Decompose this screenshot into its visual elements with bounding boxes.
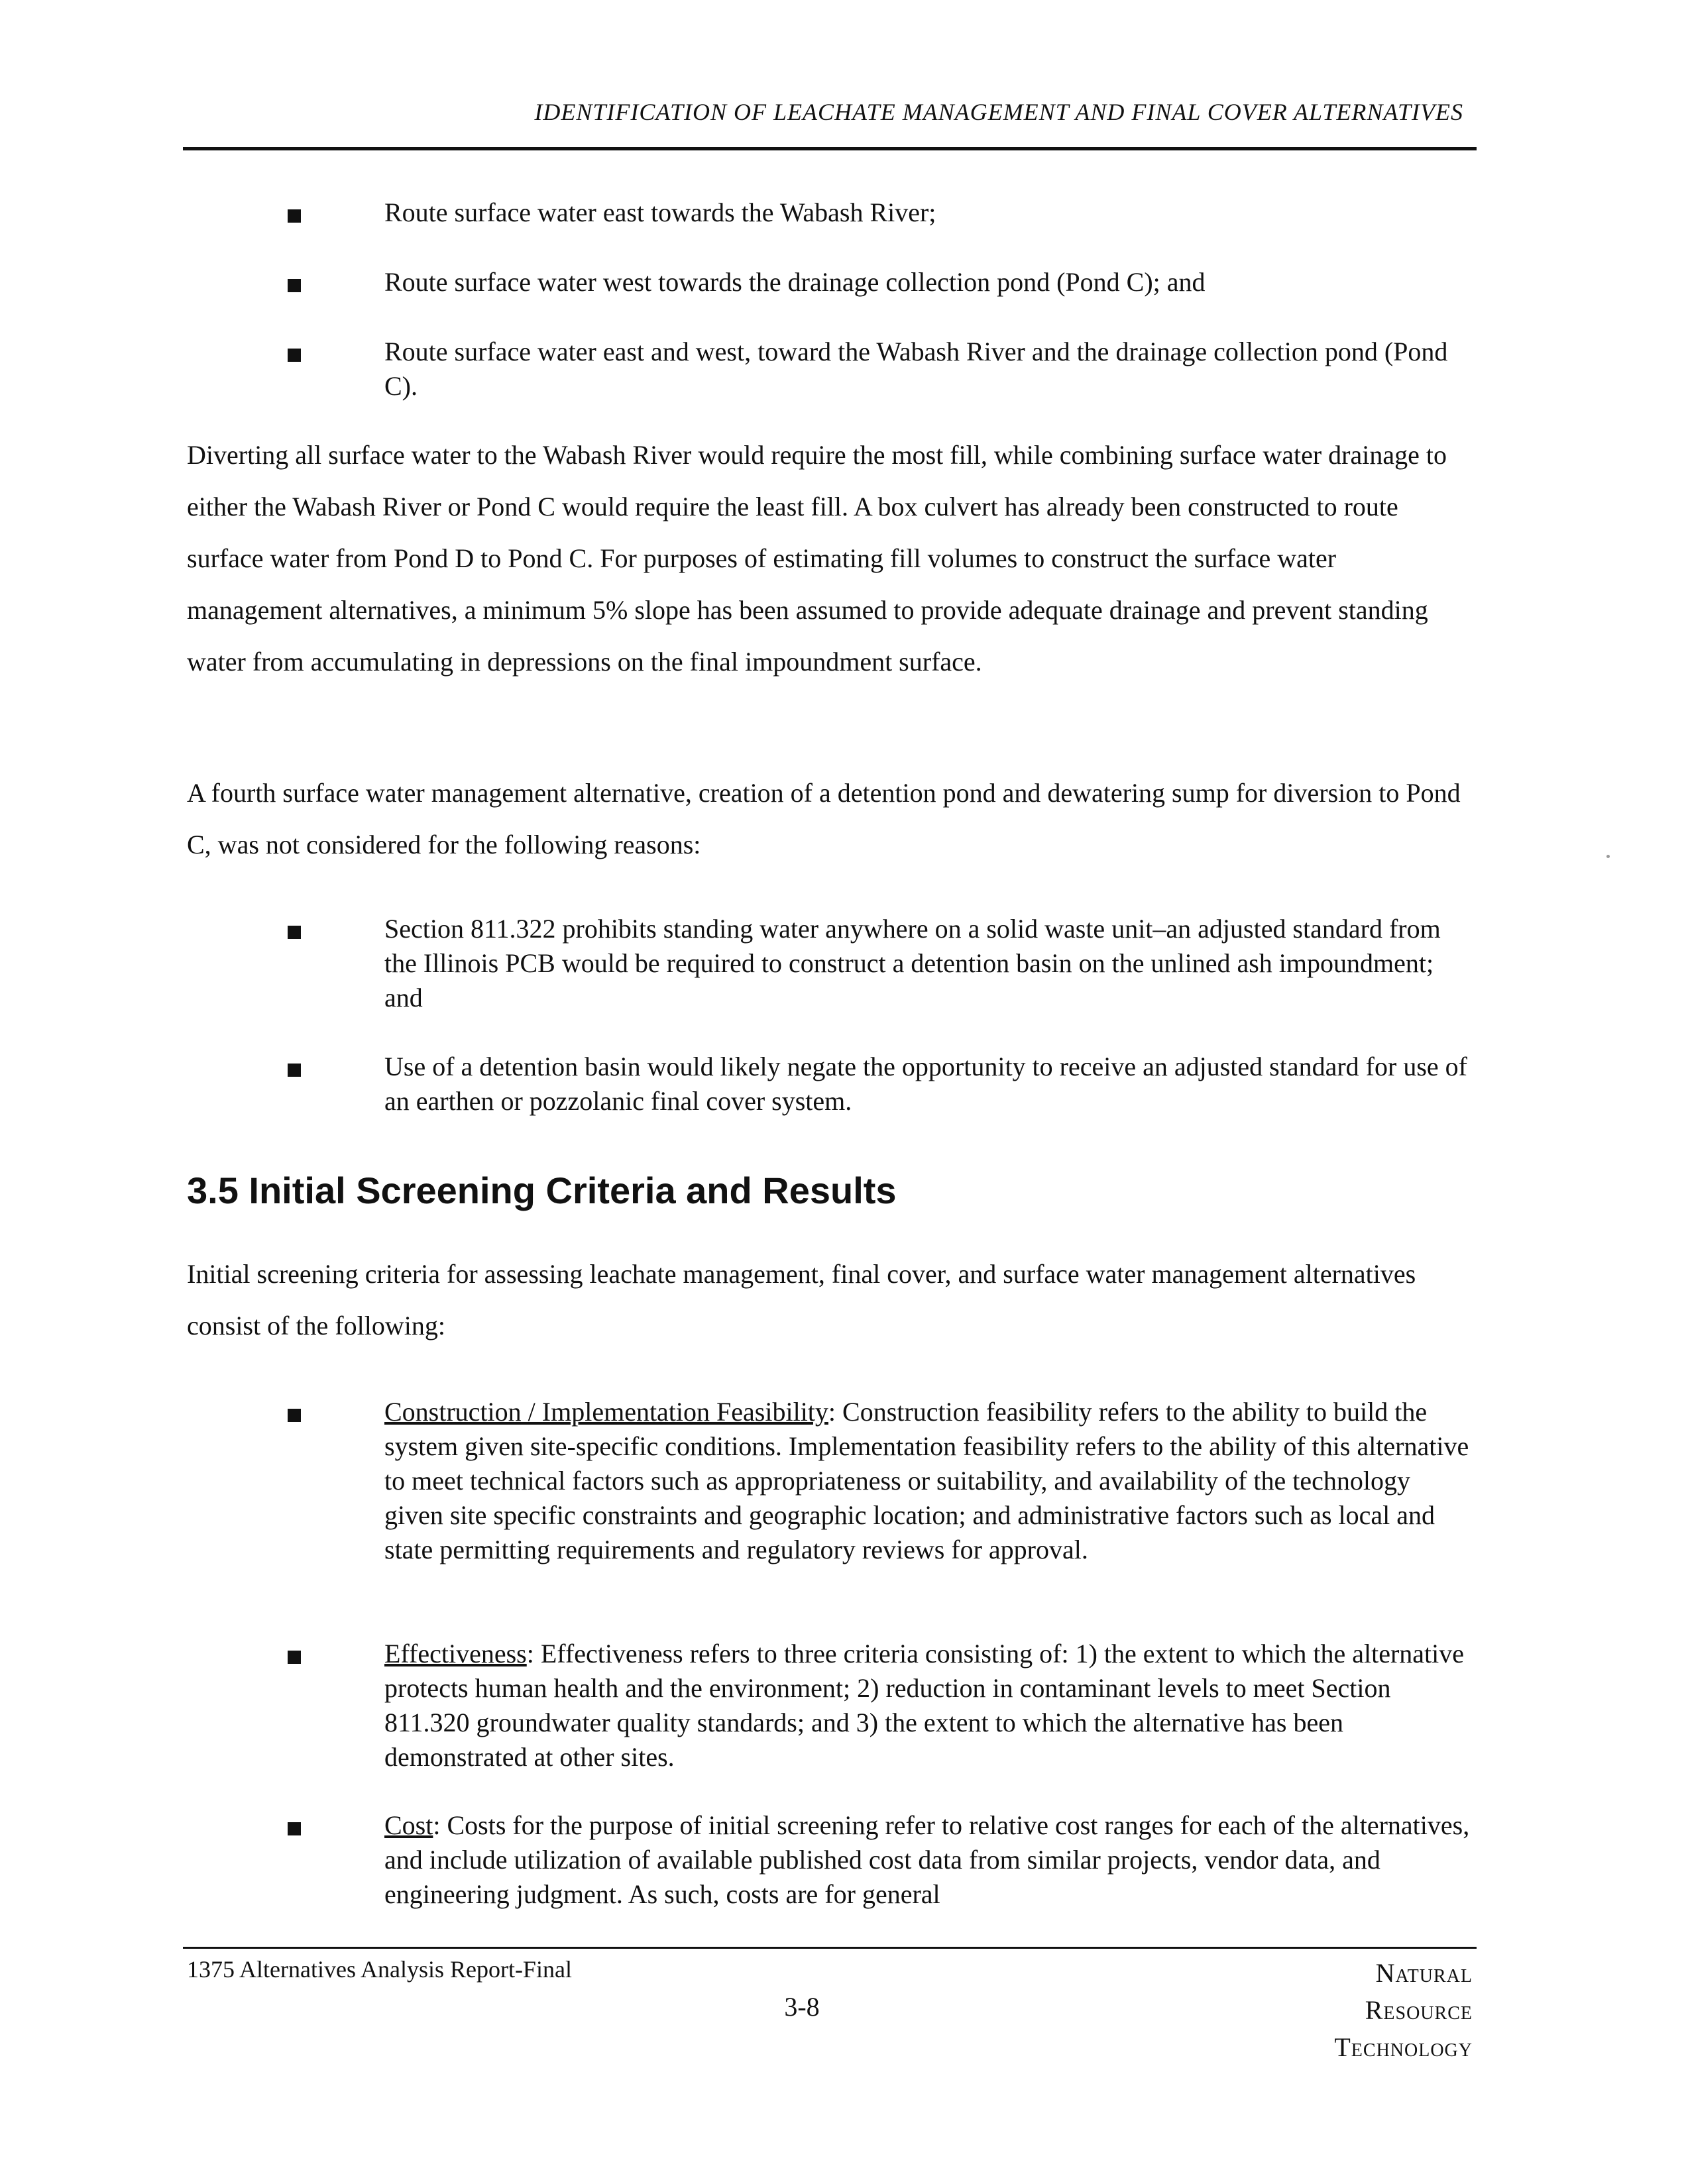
criterion-term: Effectiveness — [384, 1639, 527, 1668]
criterion-term: Construction / Implementation Feasibility — [384, 1397, 828, 1427]
company-name — [1334, 1955, 1473, 2066]
criterion-item — [384, 1395, 1471, 1567]
list-item: Use of a detention basin would likely negate the opportunity to receive an adjusted standard for use of an earthen or pozzolanic final cover system. — [384, 1052, 1467, 1116]
criterion-term: Cost — [384, 1810, 433, 1840]
criterion-description: : Effectiveness refers to three criteria consisting of: 1) the extent to which the alternative protects human health and the environment; 2) reduction in contaminant levels to meet Section 811.320 groundwater quality standards; and 3) the extent to which the alternative has been demonstrated at other sites. — [384, 1639, 1465, 1772]
bullet-icon — [288, 1822, 301, 1835]
bullet-icon — [288, 1651, 301, 1664]
page-number: 3-8 — [784, 1992, 820, 2022]
company-name-line: Natural — [1375, 1958, 1473, 1988]
paragraph-screening-criteria: Initial screening criteria for assessing leachate management, final cover, and surface water management alternatives consist of the following: — [187, 1259, 1416, 1340]
criterion-item — [384, 1808, 1471, 1912]
criterion-description: : Construction feasibility refers to the ability to build the system given site-specific conditions. Implementation feasibility refers to the ability of this alternative to meet technical factors such as appropriateness or suitability, and availability of the technology given site specific constraints and geographic location; and administrative factors such as local and state permitting requirements and regulatory reviews for approval. — [384, 1397, 1469, 1564]
list-item: Route surface water east and west, toward the Wabash River and the drainage collection pond (Pond C). — [384, 337, 1448, 401]
paragraph-fourth-alternative: A fourth surface water management alternative, creation of a detention pond and dewatering sump for diversion to Pond C, was not considered for the following reasons: — [187, 778, 1461, 859]
list-item: Section 811.322 prohibits standing water anywhere on a solid waste unit–an adjusted standard from the Illinois PCB would be required to construct a detention basin on the unlined ash impoundment; and — [384, 914, 1441, 1012]
bullet-icon — [288, 926, 301, 939]
bullet-icon — [288, 349, 301, 362]
scan-speck — [1606, 855, 1610, 858]
running-header: IDENTIFICATION OF LEACHATE MANAGEMENT AND FINAL COVER ALTERNATIVES — [534, 99, 1463, 125]
bullet-icon — [288, 1409, 301, 1422]
paragraph-fill-volumes: Diverting all surface water to the Wabash River would require the most fill, while combining surface water drainage to either the Wabash River or Pond C would require the least fill. A box culvert has already been constructed to route surface water from Pond D to Pond C. For purposes of estimating fill volumes to construct the surface water management alternatives, a minimum 5% slope has been assumed to provide adequate drainage and prevent standing water from accumulating in depressions on the final impoundment surface. — [187, 440, 1447, 677]
criterion-description: : Costs for the purpose of initial screening refer to relative cost ranges for each of the alternatives, and include utilization of available published cost data from similar projects, vendor data, and engineering judgment. As such, costs are for general — [384, 1810, 1470, 1909]
bullet-icon — [288, 209, 301, 223]
list-item: Route surface water west towards the drainage collection pond (Pond C); and — [384, 267, 1206, 297]
section-heading: 3.5 Initial Screening Criteria and Results — [187, 1170, 897, 1211]
company-name-line: Technology — [1334, 2032, 1473, 2062]
header-rule — [183, 147, 1477, 150]
company-name-line: Resource — [1365, 1995, 1473, 2025]
footer-rule — [183, 1947, 1477, 1949]
list-item: Route surface water east towards the Wabash River; — [384, 197, 936, 227]
footer-report-title: 1375 Alternatives Analysis Report-Final — [187, 1956, 572, 1983]
criterion-item — [384, 1637, 1471, 1774]
bullet-icon — [288, 279, 301, 292]
bullet-icon — [288, 1064, 301, 1077]
